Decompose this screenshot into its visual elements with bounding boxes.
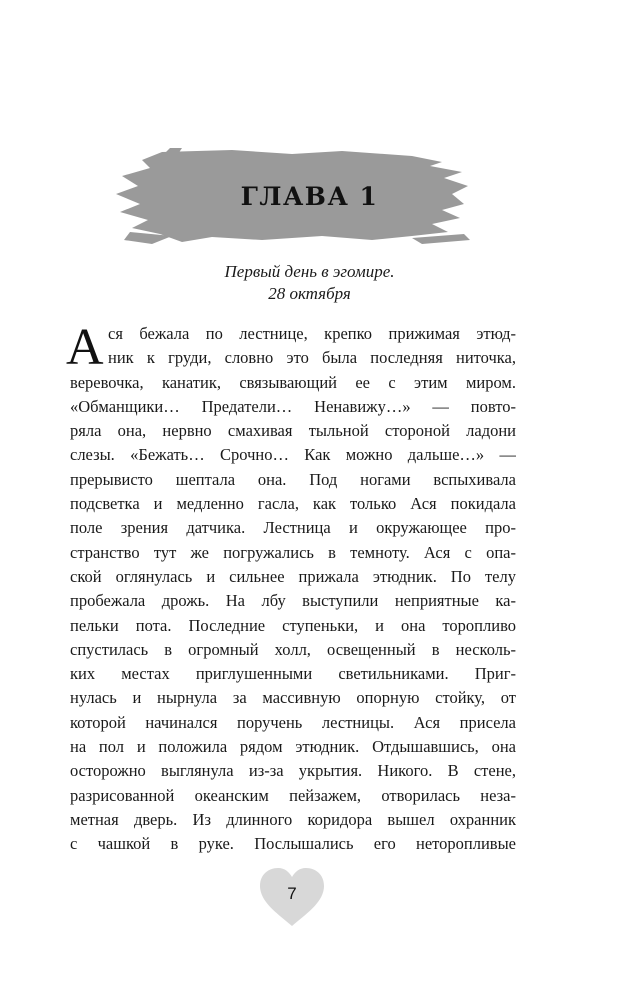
text-line: которой начинался поручень лестницы. Ася присела bbox=[70, 712, 516, 732]
text-line: слезы. «Бежать… Срочно… Как можно дальше…» — bbox=[70, 445, 516, 465]
text-line: пробежала дрожь. На лбу выступили неприятные ка- bbox=[70, 591, 516, 611]
text-line: веревочка, канатик, связывающий ее с этим миром. bbox=[70, 372, 516, 392]
chapter-subtitle-line-1: Первый день в эгомире. bbox=[224, 262, 395, 281]
text-line: метная дверь. Из длинного коридора вышел охранник bbox=[70, 809, 516, 829]
text-line: спустилась в огромный холл, освещенный в несколь- bbox=[70, 639, 516, 659]
text-line: ской оглянулась и сильнее прижала этюдник. По телу bbox=[70, 566, 516, 586]
text-line: поле зрения датчика. Лестница и окружающее про- bbox=[70, 518, 516, 538]
text-line: пельки пота. Последние ступеньки, и она торопливо bbox=[70, 615, 516, 635]
body-paragraph bbox=[70, 322, 516, 857]
text-line: ких местах приглушенными светильниками. Приг- bbox=[70, 664, 516, 684]
text-line: нулась и нырнула за массивную опорную стойку, от bbox=[70, 688, 516, 708]
drop-cap-letter: А bbox=[66, 319, 104, 376]
text-line: «Обманщики… Предатели… Ненавижу…» — повто- bbox=[70, 396, 516, 416]
text-line: прерывисто шептала она. Под ногами вспыхивала bbox=[70, 469, 516, 489]
text-line: разрисованной океанским пейзажем, отворилась неза- bbox=[70, 785, 516, 805]
text-line: с чашкой в руке. Послышались его неторопливые bbox=[70, 834, 516, 854]
chapter-title: ГЛАВА 1 bbox=[240, 182, 379, 211]
text-line: ник к груди, словно это была последняя ниточка, bbox=[108, 348, 516, 368]
text-line: подсветка и медленно гасла, как только Ася покидала bbox=[70, 494, 516, 514]
text-line: ряла она, нервно смахивая тыльной стороной ладони bbox=[70, 421, 516, 441]
text-line: осторожно выглянула из-за укрытия. Никого. В стене, bbox=[70, 761, 516, 781]
text-line: на пол и положила рядом этюдник. Отдышавшись, она bbox=[70, 737, 516, 757]
page-number: 7 bbox=[287, 884, 297, 903]
chapter-subtitle-line-2: 28 октября bbox=[268, 284, 351, 303]
text-line: ся бежала по лестнице, крепко прижимая этюд- bbox=[108, 324, 516, 343]
text-line: странство тут же погружались в темноту. Ася с опа- bbox=[70, 542, 516, 562]
